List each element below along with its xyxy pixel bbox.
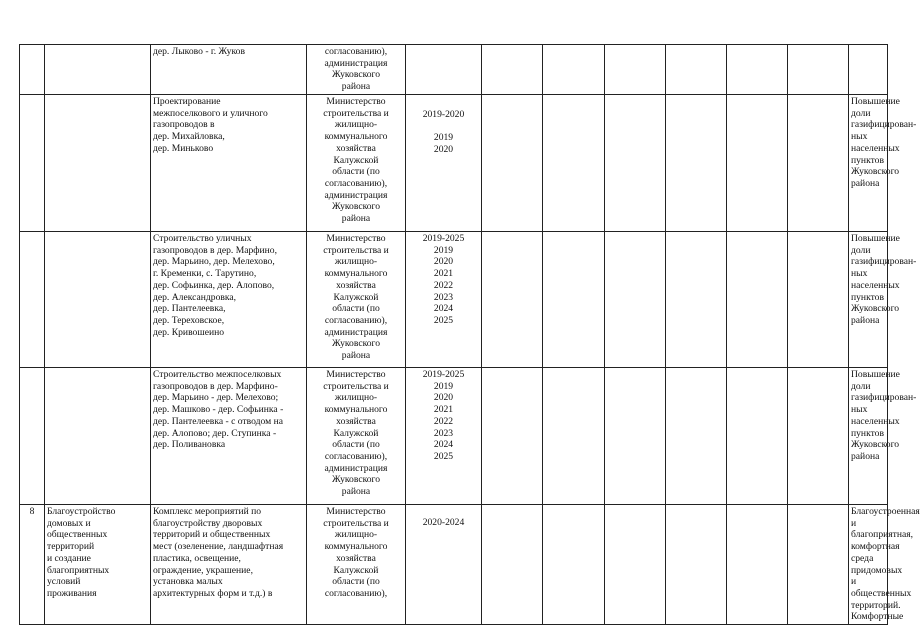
- activity-cell: [151, 95, 307, 232]
- year-value: 2024: [433, 439, 454, 451]
- years-cell: [406, 45, 482, 95]
- result-text: Повышение доли газифицирован- ных населенных пунктов Жуковского района: [851, 369, 917, 462]
- year-spacer: [408, 121, 479, 133]
- task-cell: [45, 95, 151, 232]
- year-value: 2019-2020: [422, 109, 465, 120]
- activity-text: Проектирование межпоселкового и уличного газопроводов в дер. Михайловка, дер. Миньково: [153, 96, 268, 154]
- executor-cell: [307, 95, 406, 232]
- year-value: 2019: [433, 244, 454, 256]
- empty-cell: [605, 368, 666, 505]
- empty-cell: [482, 505, 543, 625]
- row-number-cell: [20, 95, 45, 232]
- years-cell: [406, 505, 482, 625]
- executor-text: Министерство строительства и жилищно- коммунального хозяйства Калужской области (по согласованию), администрация Жуковского района: [323, 96, 389, 225]
- empty-cell: [666, 505, 727, 625]
- row-number-cell: [20, 232, 45, 368]
- result-text: Повышение доли газифицирован- ных населенных пунктов Жуковского района: [851, 96, 917, 189]
- empty-cell: [605, 95, 666, 232]
- empty-cell: [482, 368, 543, 505]
- year-value: 2022: [433, 415, 454, 427]
- executor-text: Министерство строительства и жилищно- коммунального хозяйства Калужской области (по согласованию),: [323, 506, 389, 599]
- activity-text: Строительство межпоселковых газопроводов в дер. Марфино- дер. Марьино - дер. Мелехово; дер. Машково - дер. Софьинка - дер. Пантелеевка - с отводом на дер. Алопово; дер. Ступинка - дер. Поливановка: [153, 369, 284, 451]
- year-value: 2019-2025: [422, 233, 465, 244]
- executor-cell: [307, 505, 406, 625]
- activity-text: Комплекс мероприятий по благоустройству дворовых территорий и общественных мест (озеленение, ландшафтная пластика, освещение, ограждение, украшение, установка малых архитектурных форм и т.д.) в: [153, 506, 284, 599]
- task-text: Благоустройство домовых и общественных территорий и создание благоприятных условий проживания: [47, 506, 116, 599]
- empty-cell: [727, 45, 788, 95]
- year-value: 2023: [433, 291, 454, 303]
- year-value: 2021: [433, 404, 454, 416]
- result-cell: [849, 505, 920, 625]
- empty-cell: [727, 505, 788, 625]
- activity-cell: [151, 368, 307, 505]
- year-value: 2024: [433, 303, 454, 315]
- year-value: 2023: [433, 427, 454, 439]
- row-number-cell: [20, 45, 45, 95]
- task-cell: [45, 368, 151, 505]
- activity-text: Строительство уличных газопроводов в дер. Марфино, дер. Марьино, дер. Мелехово, г. Кременки, с. Тарутино, дер. Софьинка, дер. Алопово, дер. Александровка, дер. Пантелеевка, дер. Тереховское, дер. Кривошеино: [153, 233, 277, 338]
- empty-cell: [605, 45, 666, 95]
- year-value: 2020: [433, 144, 454, 156]
- task-cell: [45, 232, 151, 368]
- table-row: [20, 368, 888, 505]
- years-cell: [406, 368, 482, 505]
- table-row: [20, 95, 888, 232]
- table-row: [20, 232, 888, 368]
- row-number: 8: [29, 506, 35, 517]
- year-value: 2025: [433, 450, 454, 462]
- activity-text: дер. Лыково - г. Жуков: [153, 46, 245, 57]
- executor-cell: [307, 232, 406, 368]
- empty-cell: [666, 95, 727, 232]
- empty-cell: [788, 232, 849, 368]
- empty-cell: [666, 45, 727, 95]
- activity-cell: [151, 232, 307, 368]
- year-value: 2025: [433, 314, 454, 326]
- program-table: [19, 44, 920, 625]
- result-cell: [849, 232, 917, 368]
- years-cell: [406, 232, 482, 368]
- empty-cell: [543, 232, 605, 368]
- row-number-cell: [20, 368, 45, 505]
- empty-cell: [666, 368, 727, 505]
- row-number-cell: [20, 505, 45, 625]
- empty-cell: [727, 95, 788, 232]
- year-value: 2021: [433, 268, 454, 280]
- executor-cell: [307, 45, 406, 95]
- year-value: 2020: [433, 256, 454, 268]
- executor-text: Министерство строительства и жилищно- коммунального хозяйства Калужской области (по согласованию), администрация Жуковского района: [323, 369, 389, 498]
- year-value: 2019-2025: [422, 369, 465, 380]
- empty-cell: [666, 232, 727, 368]
- empty-cell: [482, 232, 543, 368]
- activity-cell: [151, 45, 307, 95]
- task-cell: [45, 505, 151, 625]
- year-value: 2020-2024: [422, 517, 465, 528]
- empty-cell: [788, 45, 849, 95]
- empty-cell: [788, 505, 849, 625]
- empty-cell: [788, 368, 849, 505]
- executor-text: согласованию), администрация Жуковского района: [324, 46, 388, 93]
- empty-cell: [543, 505, 605, 625]
- executor-cell: [307, 368, 406, 505]
- years-cell: [406, 95, 482, 232]
- empty-cell: [727, 232, 788, 368]
- table-row: [20, 45, 888, 95]
- activity-cell: [151, 505, 307, 625]
- executor-text: Министерство строительства и жилищно- коммунального хозяйства Калужской области (по согласованию), администрация Жуковского района: [323, 233, 389, 362]
- empty-cell: [605, 232, 666, 368]
- empty-cell: [788, 95, 849, 232]
- year-value: 2019: [433, 380, 454, 392]
- result-text: Благоустроенная и благоприятная, комфортная среда придомовых и общественных территорий. Комфортные: [851, 506, 920, 623]
- empty-cell: [482, 45, 543, 95]
- year-value: 2020: [433, 392, 454, 404]
- task-cell: [45, 45, 151, 95]
- empty-cell: [543, 368, 605, 505]
- empty-cell: [543, 95, 605, 232]
- table-row: [20, 505, 888, 625]
- empty-cell: [543, 45, 605, 95]
- year-value: 2022: [433, 279, 454, 291]
- result-cell: [849, 45, 888, 95]
- year-value: 2019: [433, 132, 454, 144]
- result-cell: [849, 95, 917, 232]
- empty-cell: [605, 505, 666, 625]
- empty-cell: [727, 368, 788, 505]
- empty-cell: [482, 95, 543, 232]
- result-text: Повышение доли газифицирован- ных населенных пунктов Жуковского района: [851, 233, 917, 326]
- result-cell: [849, 368, 917, 505]
